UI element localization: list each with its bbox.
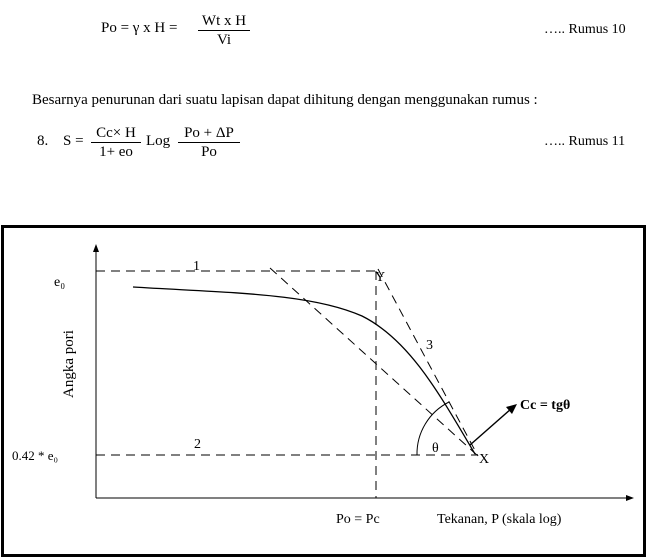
formula-10-numerator: Wt x H [201, 13, 247, 29]
formula-11-lhs: S = [63, 133, 84, 149]
formula-11-log: Log [146, 133, 171, 149]
formula-11-numerator-1: Cc× H [96, 125, 136, 141]
point-y-label: Y [375, 270, 386, 285]
formula-10-denominator: Vi [216, 32, 232, 48]
line-3-y-x [378, 269, 478, 456]
line-label-3: 3 [426, 338, 433, 353]
y-axis-label: Angka pori [61, 330, 77, 398]
point-x-label: X [479, 452, 490, 467]
formula-11-numerator-2: Po + ΔP [184, 125, 234, 141]
y-tick-042e0: 0.42 * e₀ [12, 448, 59, 463]
formula-11-tag: ….. Rumus 11 [544, 134, 626, 149]
cc-formula-label: Cc = tgθ [520, 398, 571, 413]
formula-11-number: 8. [37, 133, 49, 149]
x-axis-arrow [626, 495, 634, 501]
cc-arrow-line [470, 408, 512, 445]
line-tangent [270, 268, 478, 456]
formula-11-denominator-1: 1+ eo [99, 144, 133, 160]
y-tick-e0: e₀ [54, 275, 66, 290]
x-tick-po-pc: Po = Pc [336, 512, 380, 527]
line-label-1: 1 [193, 259, 200, 274]
x-axis-label: Tekanan, P (skala log) [437, 512, 562, 527]
formula-10-lhs: Po = γ x H = [101, 20, 178, 36]
line-label-2: 2 [194, 437, 201, 452]
formula-11-denominator-2: Po [201, 144, 217, 160]
y-axis-arrow [93, 244, 99, 252]
paragraph-text: Besarnya penurunan dari suatu lapisan dapat dihitung dengan menggunakan rumus : [32, 92, 538, 108]
angle-theta-label: θ [432, 441, 439, 456]
e-logp-curve [133, 287, 475, 454]
formula-10-tag: ….. Rumus 10 [544, 22, 626, 37]
